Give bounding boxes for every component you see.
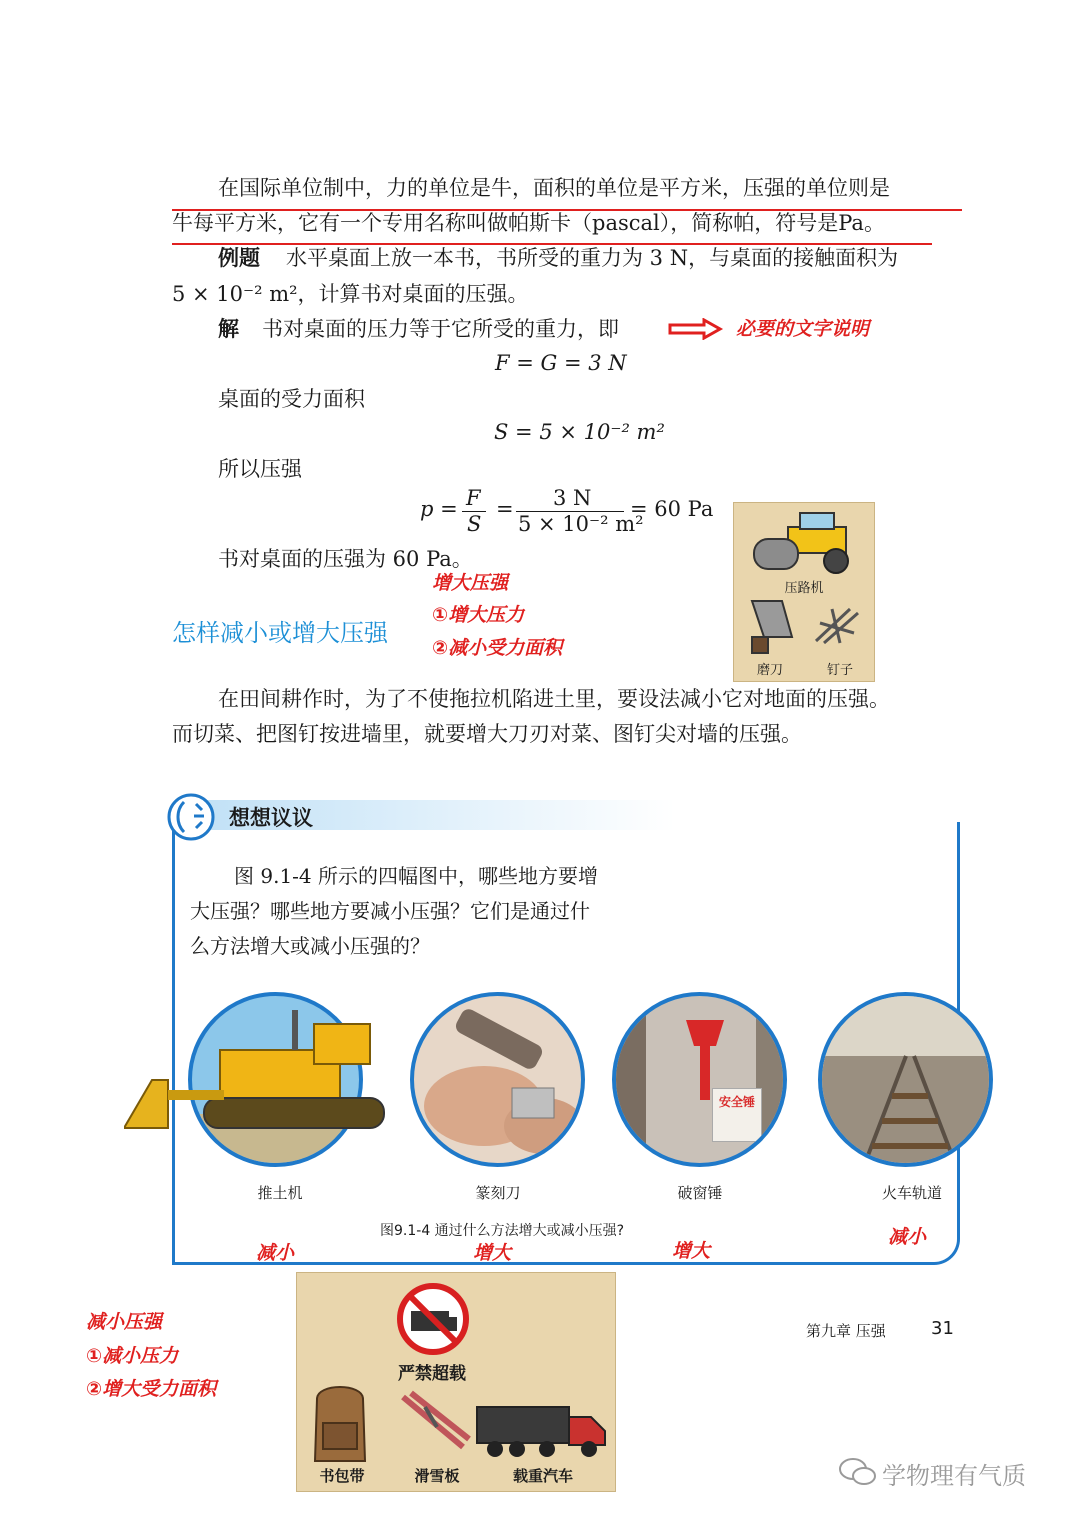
inset-caption: 滑雪板 <box>414 1467 460 1485</box>
formula: F <box>466 486 481 510</box>
figure-caption: 图9.1-4 通过什么方法增大或减小压强? <box>380 1223 625 1239</box>
hammer-sign-text: 安全锤 <box>718 1095 755 1109</box>
nails-icon <box>810 603 866 647</box>
inset-caption: 书包带 <box>319 1467 365 1485</box>
bulldozer-icon <box>124 1010 394 1140</box>
conclusion: 书对桌面的压强为 60 Pa。 <box>218 547 473 571</box>
solution-line: 桌面的受力面积 <box>218 387 365 411</box>
annotation-label: 增大 <box>473 1242 512 1264</box>
image-caption: 破窗锤 <box>677 1184 723 1202</box>
truck-icon <box>473 1401 611 1461</box>
annotation-note: ②增大受力面积 <box>86 1378 217 1400</box>
wall-edge <box>616 996 646 1167</box>
annotation-note: 增大压强 <box>432 572 509 594</box>
annotation-note: ①增大压力 <box>432 604 525 626</box>
backpack-icon <box>305 1379 375 1465</box>
arrow-right-icon <box>668 318 724 340</box>
chapter-label: 第九章 压强 <box>806 1322 886 1340</box>
annotation-label: 增大 <box>672 1240 711 1262</box>
inset-illustration-increase <box>733 502 875 682</box>
page-number: 31 <box>931 1318 954 1339</box>
carving-knife-icon <box>414 996 585 1167</box>
chisel-image <box>410 992 585 1167</box>
inset-caption: 载重汽车 <box>512 1467 573 1485</box>
example-label: 例题 <box>218 246 260 270</box>
formula: 5 × 10⁻² m² <box>518 512 644 536</box>
example-line: 水平桌面上放一本书，书所受的重力为 3 N，与桌面的接触面积为 <box>286 246 899 270</box>
image-caption: 篆刻刀 <box>475 1184 521 1202</box>
formula: S = 5 × 10⁻² m² <box>494 420 665 444</box>
paragraph-line: 在国际单位制中，力的单位是牛，面积的单位是平方米，压强的单位则是 <box>218 176 890 200</box>
annotation-label: 减小 <box>888 1226 927 1248</box>
inset-caption: 压路机 <box>784 581 824 596</box>
annotation-note: ②减小受力面积 <box>432 637 563 659</box>
discussion-title: 想想议议 <box>229 806 313 830</box>
no-overload-icon <box>393 1281 473 1357</box>
section-line: 而切菜、把图钉按进墙里，就要增大刀刃对菜、图钉尖对墙的压强。 <box>172 722 802 746</box>
example-line: 5 × 10⁻² m²，计算书对桌面的压强。 <box>172 282 529 306</box>
section-line: 在田间耕作时，为了不使拖拉机陷进土里，要设法减小它对地面的压强。 <box>218 687 890 711</box>
image-caption: 推土机 <box>257 1184 303 1202</box>
hammer-image <box>612 992 787 1167</box>
hammer-sign <box>712 1088 762 1142</box>
discussion-line: 么方法增大或减小压强的？ <box>190 934 430 958</box>
inset-caption: 严禁超载 <box>398 1364 466 1384</box>
formula: 3 N <box>553 486 592 510</box>
ski-icon <box>397 1387 473 1457</box>
discussion-line: 大压强？哪些地方要减小压强？它们是通过什 <box>190 899 590 923</box>
annotation-label: 减小 <box>256 1242 295 1264</box>
solution-line: 所以压强 <box>218 457 302 481</box>
formula: = 60 Pa <box>630 497 714 521</box>
watermark: 学物理有气质 <box>882 1462 1026 1490</box>
wechat-icon <box>838 1456 878 1488</box>
rail-track-icon <box>822 996 993 1167</box>
formula: = <box>496 497 514 521</box>
road-roller-icon <box>740 509 868 577</box>
annotation-note: ①减小压力 <box>86 1345 179 1367</box>
cleaver-icon <box>742 597 798 655</box>
inset-caption: 钉子 <box>826 663 853 678</box>
formula: p = <box>420 497 458 521</box>
discussion-icon <box>166 792 220 842</box>
inset-illustration-decrease <box>296 1272 616 1492</box>
discussion-line: 图 9.1-4 所示的四幅图中，哪些地方要增 <box>234 864 599 888</box>
annotation-note: 减小压强 <box>86 1311 163 1333</box>
image-caption: 火车轨道 <box>881 1184 942 1202</box>
rail-image <box>818 992 993 1167</box>
section-heading: 怎样减小或增大压强 <box>172 619 388 647</box>
formula: F = G = 3 N <box>495 351 627 375</box>
solution-line: 书对桌面的压力等于它所受的重力，即 <box>262 317 619 341</box>
annotation-note: 必要的文字说明 <box>736 318 870 340</box>
inset-caption: 磨刀 <box>756 663 783 678</box>
paragraph-line: 牛每平方米，它有一个专用名称叫做帕斯卡（pascal），简称帕，符号是Pa。 <box>172 211 885 235</box>
solution-label: 解 <box>218 317 239 341</box>
formula: S <box>467 512 482 536</box>
